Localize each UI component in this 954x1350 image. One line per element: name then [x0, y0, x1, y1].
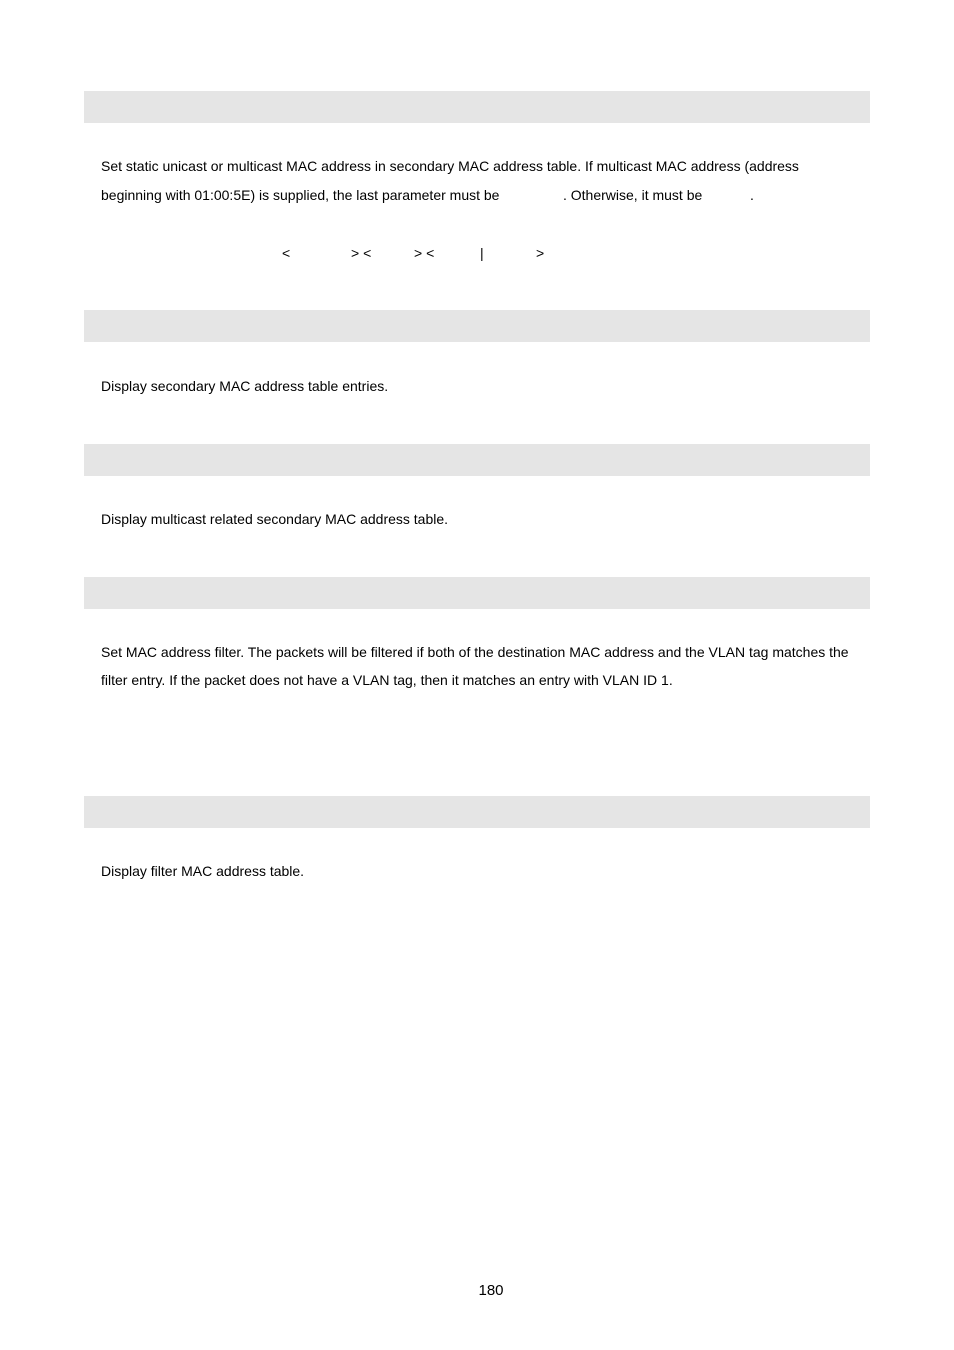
section-1-description-line-2b: . Otherwise, it must be — [563, 187, 703, 203]
syntax-separator-2: > < — [414, 245, 435, 261]
command-header-bar-4 — [84, 577, 870, 609]
page-number: 180 — [478, 1282, 504, 1299]
command-header-bar-1 — [84, 91, 870, 123]
command-header-bar-5 — [84, 796, 870, 828]
section-1-description-line-2c: . — [750, 187, 754, 203]
syntax-pipe: | — [480, 245, 484, 261]
section-2-description: Display secondary MAC address table entries. — [101, 378, 389, 394]
section-5-description: Display filter MAC address table. — [101, 863, 305, 879]
command-header-bar-3 — [84, 444, 870, 476]
section-1-description-line-2: beginning with 01:00:5E) is supplied, the last parameter must be — [101, 187, 500, 203]
section-4-description-line-2: filter entry. If the packet does not have a VLAN tag, then it matches an entry with VLAN ID 1. — [101, 672, 673, 688]
section-1-description-line-1: Set static unicast or multicast MAC address in secondary MAC address table. If multicast MAC address (address — [101, 158, 799, 174]
syntax-open-bracket: < — [282, 245, 291, 261]
syntax-close-bracket: > — [536, 245, 545, 261]
command-header-bar-2 — [84, 310, 870, 342]
section-3-description: Display multicast related secondary MAC address table. — [101, 511, 449, 527]
syntax-separator-1: > < — [351, 245, 372, 261]
section-4-description-line-1: Set MAC address filter. The packets will be filtered if both of the destination MAC address and the VLAN tag matches the — [101, 644, 849, 660]
